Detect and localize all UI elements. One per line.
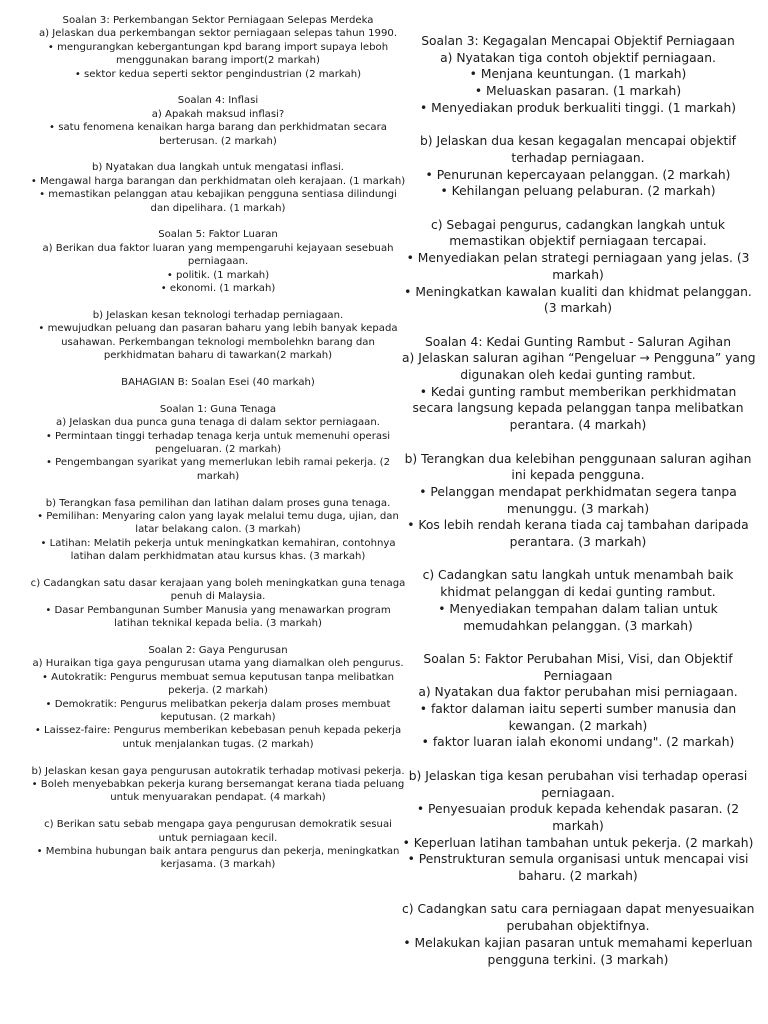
blank-line: [402, 117, 754, 134]
text-line: c) Cadangkan satu langkah untuk menambah baik: [422, 568, 734, 583]
text-line: latihan teknikal kepada belia. (3 markah): [114, 618, 322, 630]
text-line: • Pemilihan: Menyaring calon yang layak melalui temu duga, ujian, dan: [37, 510, 399, 522]
text-line: • politik. (1 markah): [166, 269, 270, 281]
text-line: • Meningkatkan kawalan kualiti dan khidmat pelanggan.: [404, 284, 752, 299]
text-line: • Penstrukturan semula organisasi untuk mencapai visi: [407, 852, 749, 867]
text-line: • Autokratik: Pengurus membuat semua keputusan tanpa melibatkan: [42, 671, 394, 683]
blank-line: [402, 885, 754, 902]
blank-line: [402, 317, 754, 334]
text-line: menggunakan barang import(2 markah): [116, 55, 320, 67]
text-line: • Kehilangan peluang pelaburan. (2 markah): [440, 184, 716, 199]
text-line: Soalan 2: Gaya Pengurusan: [148, 644, 288, 656]
text-line: baharu. (2 markah): [518, 869, 638, 884]
text-line: perubahan objektifnya.: [506, 919, 650, 934]
text-line: latihan dalam perkhidmatan atau kursus khas. (3 markah): [70, 551, 366, 563]
text-line: • Membina hubungan baik antara pengurus dan pekerja, meningkatkan: [36, 846, 400, 858]
blank-line: [22, 81, 414, 94]
blank-line: [402, 751, 754, 768]
text-line: a) Apakah maksud inflasi?: [151, 108, 285, 120]
left-column: [22, 14, 414, 872]
text-line: • Pengembangan syarikat yang memerlukan lebih ramai pekerja. (2: [45, 457, 391, 469]
text-line: • sektor kedua seperti sektor pengindustrian (2 markah): [74, 68, 362, 80]
text-line: • Kedai gunting rambut memberikan perkhidmatan: [419, 384, 737, 399]
text-line: untuk menyuarakan pendapat. (4 markah): [110, 792, 326, 804]
text-line: • ekonomi. (1 markah): [160, 283, 276, 295]
text-line: Soalan 4: Kedai Gunting Rambut - Saluran Agihan: [424, 334, 731, 349]
text-line: • mewujudkan peluang dan pasaran baharu yang lebih banyak kepada: [38, 323, 398, 335]
blank-line: [402, 200, 754, 217]
text-line: Soalan 1: Guna Tenaga: [159, 403, 277, 415]
text-line: b) Jelaskan kesan gaya pengurusan autokratik terhadap motivasi pekerja.: [31, 765, 405, 777]
text-line: • Melakukan kajian pasaran untuk memahami keperluan: [403, 935, 753, 950]
text-line: (3 markah): [543, 301, 613, 316]
text-line: b) Terangkan fasa pemilihan dan latihan dalam proses guna tenaga.: [45, 497, 391, 509]
blank-line: [22, 215, 414, 228]
blank-line: [22, 389, 414, 402]
text-line: kerjasama. (3 markah): [160, 859, 276, 871]
text-line: markah): [196, 470, 240, 482]
text-line: • Menjana keuntungan. (1 markah): [469, 67, 687, 82]
text-line: c) Cadangkan satu dasar kerajaan yang boleh meningkatkan guna tenaga: [30, 577, 406, 589]
blank-line: [402, 634, 754, 651]
blank-line: [402, 551, 754, 568]
text-line: • faktor luaran ialah ekonomi undang". (2 markah): [421, 735, 735, 750]
text-line: memastikan objektif perniagaan tercapai.: [449, 234, 707, 249]
text-line: • Menyediakan tempahan dalam talian untuk: [438, 601, 718, 616]
text-line: • Kos lebih rendah kerana tiada caj tambahan daripada: [407, 518, 749, 533]
text-line: Soalan 3: Perkembangan Sektor Perniagaan Selepas Merdeka: [62, 15, 374, 26]
text-line: • Menyediakan pelan strategi perniagaan yang jelas. (3: [406, 251, 750, 266]
text-line: • Keperluan latihan tambahan untuk pekerja. (2 markah): [402, 835, 754, 850]
blank-line: [22, 564, 414, 577]
blank-line: [22, 805, 414, 818]
right-column: [402, 33, 754, 968]
blank-line: [22, 363, 414, 376]
text-line: menunggu. (3 markah): [506, 501, 650, 516]
text-line: khidmat pelanggan di kedai gunting rambut.: [440, 585, 716, 600]
text-line: terhadap perniagaan.: [511, 150, 645, 165]
text-line: b) Jelaskan kesan teknologi terhadap perniagaan.: [92, 309, 344, 321]
text-line: • Pelanggan mendapat perkhidmatan segera tanpa: [419, 484, 737, 499]
text-line: untuk perniagaan kecil.: [158, 832, 278, 844]
text-line: b) Terangkan dua kelebihan penggunaan saluran agihan: [404, 451, 752, 466]
text-line: a) Huraikan tiga gaya pengurusan utama yang diamalkan oleh pengurus.: [32, 658, 404, 670]
text-line: a) Nyatakan tiga contoh objektif perniagaan.: [440, 50, 716, 65]
text-line: markah): [552, 818, 604, 833]
text-line: digunakan oleh kedai gunting rambut.: [460, 368, 696, 383]
blank-line: [22, 631, 414, 644]
text-line: perantara. (4 markah): [509, 418, 647, 433]
text-line: • Mengawal harga barangan dan perkhidmatan oleh kerajaan. (1 markah): [30, 175, 406, 187]
text-line: perniagaan.: [187, 256, 249, 268]
text-line: a) Jelaskan dua punca guna tenaga di dalam sektor perniagaan.: [56, 417, 380, 429]
blank-line: [22, 148, 414, 161]
blank-line: [22, 751, 414, 764]
text-line: • mengurangkan kebergantungan kpd barang import supaya leboh: [47, 41, 389, 53]
text-line: • faktor dalaman iaitu seperti sumber manusia dan: [419, 702, 737, 717]
text-line: dan dipelihara. (1 markah): [150, 202, 286, 214]
text-line: b) Jelaskan dua kesan kegagalan mencapai objektif: [419, 134, 737, 149]
text-line: • Menyediakan produk berkualiti tinggi. (1 markah): [419, 100, 737, 115]
text-line: • Penurunan kepercayaan pelanggan. (2 markah): [425, 167, 731, 182]
blank-line: [402, 434, 754, 451]
text-line: • Latihan: Melatih pekerja untuk meningkatkan kemahiran, contohnya: [40, 537, 396, 549]
text-line: usahawan. Perkembangan teknologi membolehkn barang dan: [61, 336, 375, 348]
text-line: berterusan. (2 markah): [159, 135, 277, 147]
text-line: BAHAGIAN B: Soalan Esei (40 markah): [121, 376, 315, 388]
text-line: keputusan. (2 markah): [160, 711, 276, 723]
text-line: pekerja. (2 markah): [168, 685, 268, 697]
text-line: ini kepada pengguna.: [511, 468, 645, 483]
text-line: perniagaan.: [541, 785, 615, 800]
text-line: latar belakang calon. (3 markah): [135, 524, 301, 536]
text-line: Soalan 4: Inflasi: [177, 95, 259, 107]
text-line: Perniagaan: [543, 668, 613, 683]
text-line: untuk menjalankan tugas. (2 markah): [122, 738, 314, 750]
text-line: a) Berikan dua faktor luaran yang mempengaruhi kejayaan sesebuah: [42, 242, 394, 254]
text-line: penuh di Malaysia.: [170, 591, 266, 603]
text-line: • Meluaskan pasaran. (1 markah): [474, 84, 682, 99]
text-line: • memastikan pelanggan atau kebajikan pengguna sentiasa dilindungi: [39, 189, 397, 201]
text-line: • Permintaan tinggi terhadap tenaga kerja untuk memenuhi operasi: [45, 430, 391, 442]
text-line: a) Jelaskan saluran agihan “Pengeluar → Pengguna” yang: [402, 351, 756, 366]
text-line: b) Jelaskan tiga kesan perubahan visi terhadap operasi: [408, 768, 748, 783]
text-line: perantara. (3 markah): [509, 535, 647, 550]
text-line: c) Cadangkan satu cara perniagaan dapat menyesuaikan: [402, 902, 755, 917]
text-line: c) Sebagai pengurus, cadangkan langkah untuk: [430, 217, 726, 232]
text-line: • Laissez-faire: Pengurus memberikan kebebasan penuh kepada pekerja: [34, 725, 402, 737]
text-line: kewangan. (2 markah): [508, 718, 648, 733]
text-line: memudahkan pelanggan. (3 markah): [463, 618, 693, 633]
text-line: c) Berikan satu sebab mengapa gaya pengurusan demokratik sesuai: [44, 819, 392, 831]
text-line: b) Nyatakan dua langkah untuk mengatasi inflasi.: [92, 162, 344, 174]
text-line: secara langsung kepada pelanggan tanpa melibatkan: [412, 401, 744, 416]
text-line: pengguna terkini. (3 markah): [487, 952, 669, 967]
text-line: Soalan 3: Kegagalan Mencapai Objektif Perniagaan: [421, 34, 735, 48]
blank-line: [22, 483, 414, 496]
blank-line: [22, 295, 414, 308]
text-line: • Demokratik: Pengurus melibatkan pekerja dalam proses membuat: [45, 698, 391, 710]
text-line: Soalan 5: Faktor Luaran: [158, 229, 278, 241]
text-line: • Penyesuaian produk kepada kehendak pasaran. (2: [416, 802, 740, 817]
text-line: a) Jelaskan dua perkembangan sektor perniagaan selepas tahun 1990.: [38, 28, 398, 40]
text-line: a) Nyatakan dua faktor perubahan misi perniagaan.: [418, 685, 738, 700]
text-line: • Dasar Pembangunan Sumber Manusia yang menawarkan program: [45, 604, 391, 616]
text-line: markah): [552, 267, 604, 282]
text-line: Soalan 5: Faktor Perubahan Misi, Visi, dan Objektif: [423, 651, 733, 666]
text-line: • satu fenomena kenaikan harga barang dan perkhidmatan secara: [49, 122, 387, 134]
text-line: • Boleh menyebabkan pekerja kurang bersemangat kerana tiada peluang: [31, 779, 405, 790]
text-line: perkhidmatan baharu di tawarkan(2 markah): [103, 350, 333, 362]
text-line: pengeluaran. (2 markah): [154, 443, 282, 455]
